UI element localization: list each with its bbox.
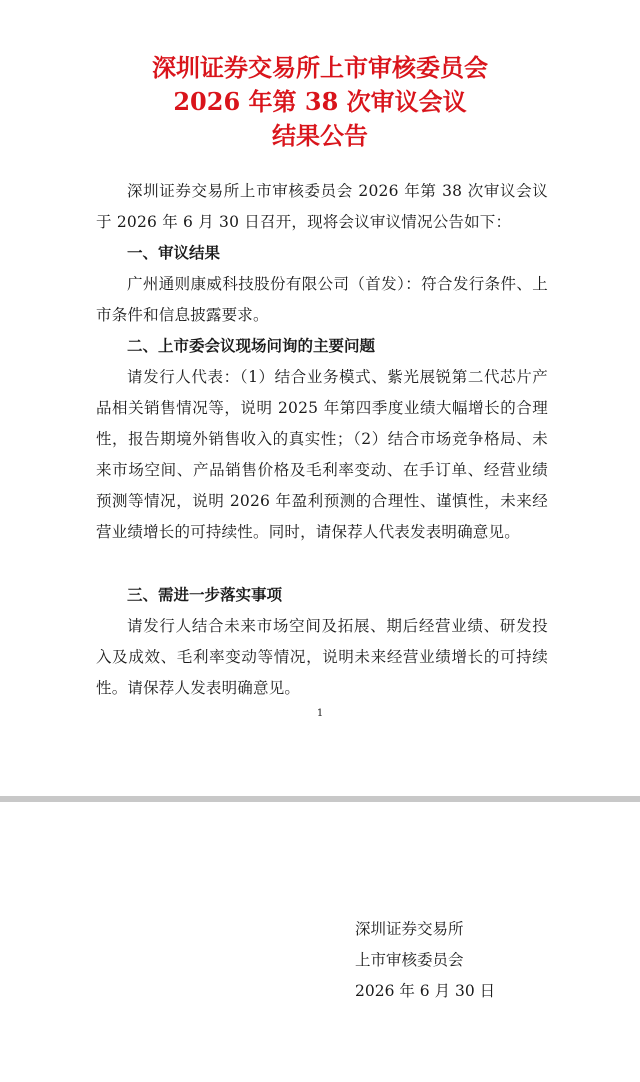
- title-line-3: 结果公告: [272, 121, 368, 150]
- title-line-1: 深圳证券交易所上市审核委员会: [152, 53, 488, 82]
- signature-date: 2026 年 6 月 30 日: [355, 982, 496, 1000]
- page-divider: [0, 796, 640, 802]
- intro-paragraph: 深圳证券交易所上市审核委员会 2026 年第 38 次审议会议于 2026 年 6 月 30 日召开，现将会议审议情况公告如下：: [96, 182, 548, 231]
- section-1-heading: 一、审议结果: [127, 244, 221, 262]
- section-3-heading: 三、需进一步落实事项: [127, 586, 283, 604]
- signature-committee: 上市审核委员会: [355, 951, 464, 969]
- section-2-body: 请发行人代表：（1）结合业务模式、紫光展锐第二代芯片产品相关销售情况等，说明 2025 年第四季度业绩大幅增长的合理性，报告期境外销售收入的真实性；（2）结合市场竞争格局、未来市场空间、产品销售价格及毛利率变动、在手订单、经营业绩预测等情况，说明 2026 年盈利预测的合理性、谨慎性，未来经营业绩增长的可持续性。同时，请保荐人代表发表明确意见。: [96, 368, 548, 541]
- signature-org: 深圳证券交易所: [355, 920, 464, 938]
- section-3-body: 请发行人结合未来市场空间及拓展、期后经营业绩、研发投入及成效、毛利率变动等情况，说明未来经营业绩增长的可持续性。请保荐人发表明确意见。: [96, 617, 548, 697]
- page-number: 1: [316, 708, 324, 719]
- section-1-body: 广州通则康威科技股份有限公司（首发）：符合发行条件、上市条件和信息披露要求。: [96, 275, 548, 324]
- title-line-2: 2026 年第 38 次审议会议: [173, 87, 467, 116]
- section-2-heading: 二、上市委会议现场问询的主要问题: [127, 337, 376, 355]
